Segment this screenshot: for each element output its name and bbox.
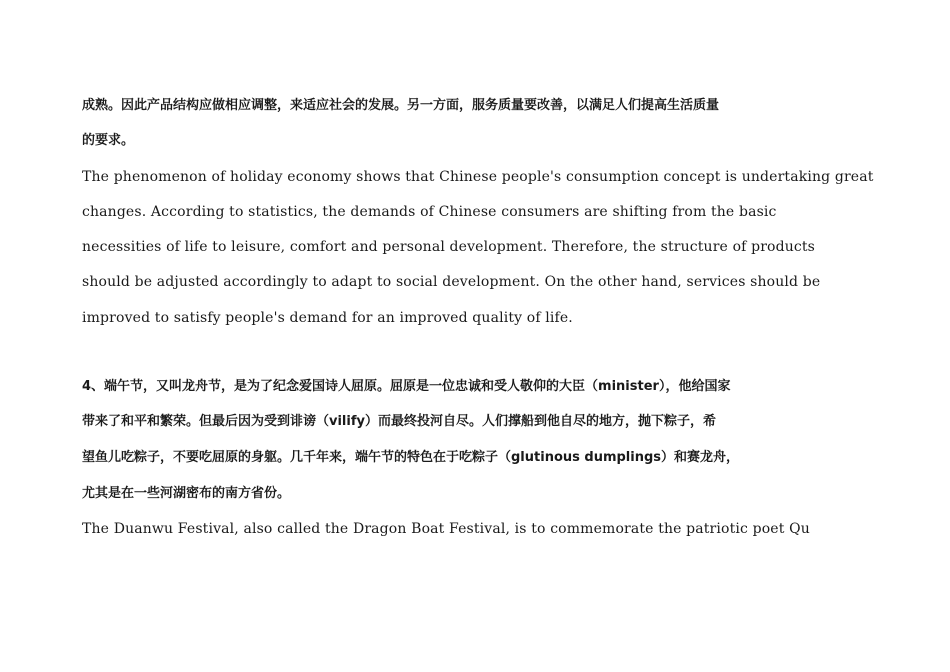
text-line-cn: 的要求。	[82, 133, 135, 148]
text-line-en: changes. According to statistics, the demands of Chinese consumers are shifting from the basic	[82, 204, 777, 220]
text-line-cn: 尤其是在一些河湖密布的南方省份。	[82, 486, 291, 501]
text-line-en: necessities of life to leisure, comfort and personal development. Therefore, the structure of products	[82, 239, 815, 255]
text-line-cn: 望鱼儿吃粽子，不要吃屈原的身躯。几千年来，端午节的特色在于吃粽子（glutinous dumplings）和赛龙舟，	[82, 450, 740, 465]
text-line-en: should be adjusted accordingly to adapt to social development. On the other hand, services should be	[82, 274, 821, 290]
text-line-en: The Duanwu Festival, also called the Dragon Boat Festival, is to commemorate the patriotic poet Qu	[82, 521, 810, 537]
text-line-en: The phenomenon of holiday economy shows that Chinese people's consumption concept is undertaking great	[82, 169, 874, 185]
text-line-cn: 带来了和平和繁荣。但最后因为受到诽谤（vilify）而最终投河自尽。人们撑船到他自尽的地方，抛下粽子，希	[82, 414, 716, 429]
text-line-cn: 成熟。因此产品结构应做相应调整，来适应社会的发展。另一方面，服务质量要改善，以满足人们提高生活质量	[82, 98, 720, 113]
text-line-cn: 4、端午节，又叫龙舟节，是为了纪念爱国诗人屈原。屈原是一位忠诚和受人敬仰的大臣（minister），他给国家	[82, 379, 731, 394]
text-line-en: improved to satisfy people's demand for an improved quality of life.	[82, 310, 573, 326]
